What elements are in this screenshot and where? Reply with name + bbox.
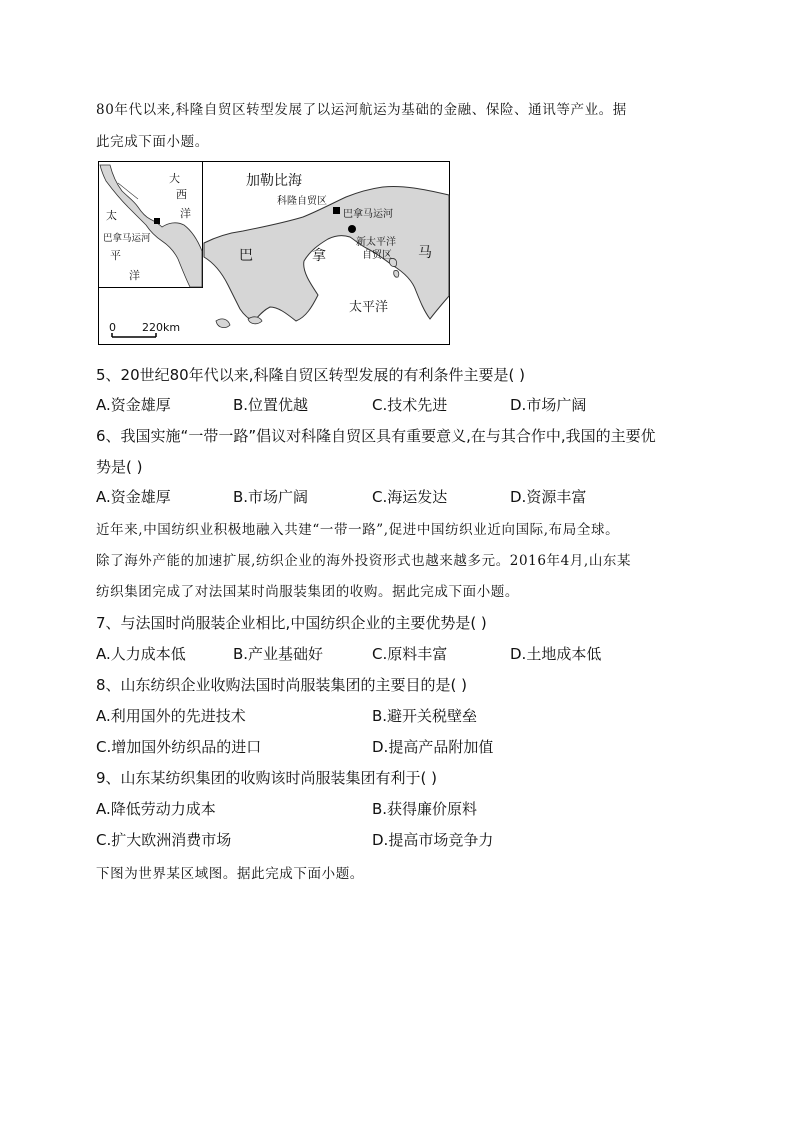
question-9-option-b[interactable]: B.获得廉价原料 bbox=[372, 800, 478, 818]
inset-pacific-3: 洋 bbox=[129, 269, 140, 282]
question-5-option-c[interactable]: C.技术先进 bbox=[372, 396, 448, 414]
canal-label: 巴拿马运河 bbox=[343, 209, 393, 220]
new-pacific-zone-label-2: 自贸区 bbox=[362, 250, 392, 261]
inset-pacific-1: 太 bbox=[106, 209, 117, 222]
question-6-stem-line-2: 势是( ) bbox=[96, 458, 143, 476]
question-7-option-c[interactable]: C.原料丰富 bbox=[372, 645, 448, 663]
inset-atlantic-3: 洋 bbox=[180, 207, 191, 220]
question-7-option-a[interactable]: A.人力成本低 bbox=[96, 645, 186, 663]
question-9-option-c[interactable]: C.扩大欧洲消费市场 bbox=[96, 831, 232, 849]
intro-2-line-3: 纺织集团完成了对法国某时尚服装集团的收购。据此完成下面小题。 bbox=[96, 584, 519, 600]
scale-zero-label: 0 bbox=[109, 321, 116, 334]
colon-zone-marker bbox=[333, 207, 340, 214]
question-6-option-c[interactable]: C.海运发达 bbox=[372, 488, 448, 506]
question-7-stem: 7、与法国时尚服装企业相比,中国纺织企业的主要优势是( ) bbox=[96, 614, 487, 632]
intro-1-line-2: 此完成下面小题。 bbox=[96, 134, 209, 150]
new-pacific-zone-marker bbox=[348, 225, 356, 233]
question-7-option-d[interactable]: D.土地成本低 bbox=[510, 645, 602, 663]
country-label-ma: 马 bbox=[418, 245, 432, 261]
intro-3-line-1: 下图为世界某区域图。据此完成下面小题。 bbox=[96, 866, 364, 882]
colon-zone-label: 科隆自贸区 bbox=[277, 196, 327, 207]
new-pacific-zone-label-1: 新太平洋 bbox=[356, 237, 396, 248]
question-7-option-b[interactable]: B.产业基础好 bbox=[233, 645, 324, 663]
question-6-stem-line-1: 6、我国实施“一带一路”倡议对科隆自贸区具有重要意义,在与其合作中,我国的主要优 bbox=[96, 427, 656, 445]
question-5-stem: 5、20世纪80年代以来,科隆自贸区转型发展的有利条件主要是( ) bbox=[96, 366, 525, 384]
scale-distance-label: 220km bbox=[142, 321, 181, 334]
question-8-option-b[interactable]: B.避开关税壁垒 bbox=[372, 707, 478, 725]
question-5-option-d[interactable]: D.市场广阔 bbox=[510, 396, 587, 414]
question-8-option-a[interactable]: A.利用国外的先进技术 bbox=[96, 707, 246, 725]
question-5-option-a[interactable]: A.资金雄厚 bbox=[96, 396, 171, 414]
intro-2-line-1: 近年来,中国纺织业积极地融入共建“一带一路”,促进中国纺织业近向国际,布局全球。 bbox=[96, 522, 620, 538]
panama-map bbox=[98, 161, 450, 345]
inset-map bbox=[99, 162, 203, 288]
question-6-option-b[interactable]: B.市场广阔 bbox=[233, 488, 309, 506]
inset-canal-label: 巴拿马运河 bbox=[103, 233, 151, 244]
question-6-option-a[interactable]: A.资金雄厚 bbox=[96, 488, 171, 506]
inset-atlantic-1: 大 bbox=[169, 172, 180, 185]
pacific-ocean-label: 太平洋 bbox=[349, 300, 389, 315]
caribbean-label: 加勒比海 bbox=[246, 173, 302, 189]
country-label-na: 拿 bbox=[312, 248, 326, 264]
country-label-ba: 巴 bbox=[239, 248, 253, 264]
intro-1-line-1: 80年代以来,科隆自贸区转型发展了以运河航运为基础的金融、保险、通讯等产业。据 bbox=[96, 102, 627, 118]
inset-atlantic-2: 西 bbox=[176, 188, 187, 201]
question-9-option-a[interactable]: A.降低劳动力成本 bbox=[96, 800, 216, 818]
inset-pacific-2: 平 bbox=[110, 249, 121, 262]
question-6-option-d[interactable]: D.资源丰富 bbox=[510, 488, 587, 506]
question-8-option-c[interactable]: C.增加国外纺织品的进口 bbox=[96, 738, 262, 756]
question-9-option-d[interactable]: D.提高市场竞争力 bbox=[372, 831, 494, 849]
question-9-stem: 9、山东某纺织集团的收购该时尚服装集团有利于( ) bbox=[96, 769, 438, 787]
question-8-option-d[interactable]: D.提高产品附加值 bbox=[372, 738, 494, 756]
question-5-option-b[interactable]: B.位置优越 bbox=[233, 396, 309, 414]
intro-2-line-2: 除了海外产能的加速扩展,纺织企业的海外投资形式也越来越多元。2016年4月,山东某 bbox=[96, 553, 632, 569]
question-8-stem: 8、山东纺织企业收购法国时尚服装集团的主要目的是( ) bbox=[96, 676, 468, 694]
